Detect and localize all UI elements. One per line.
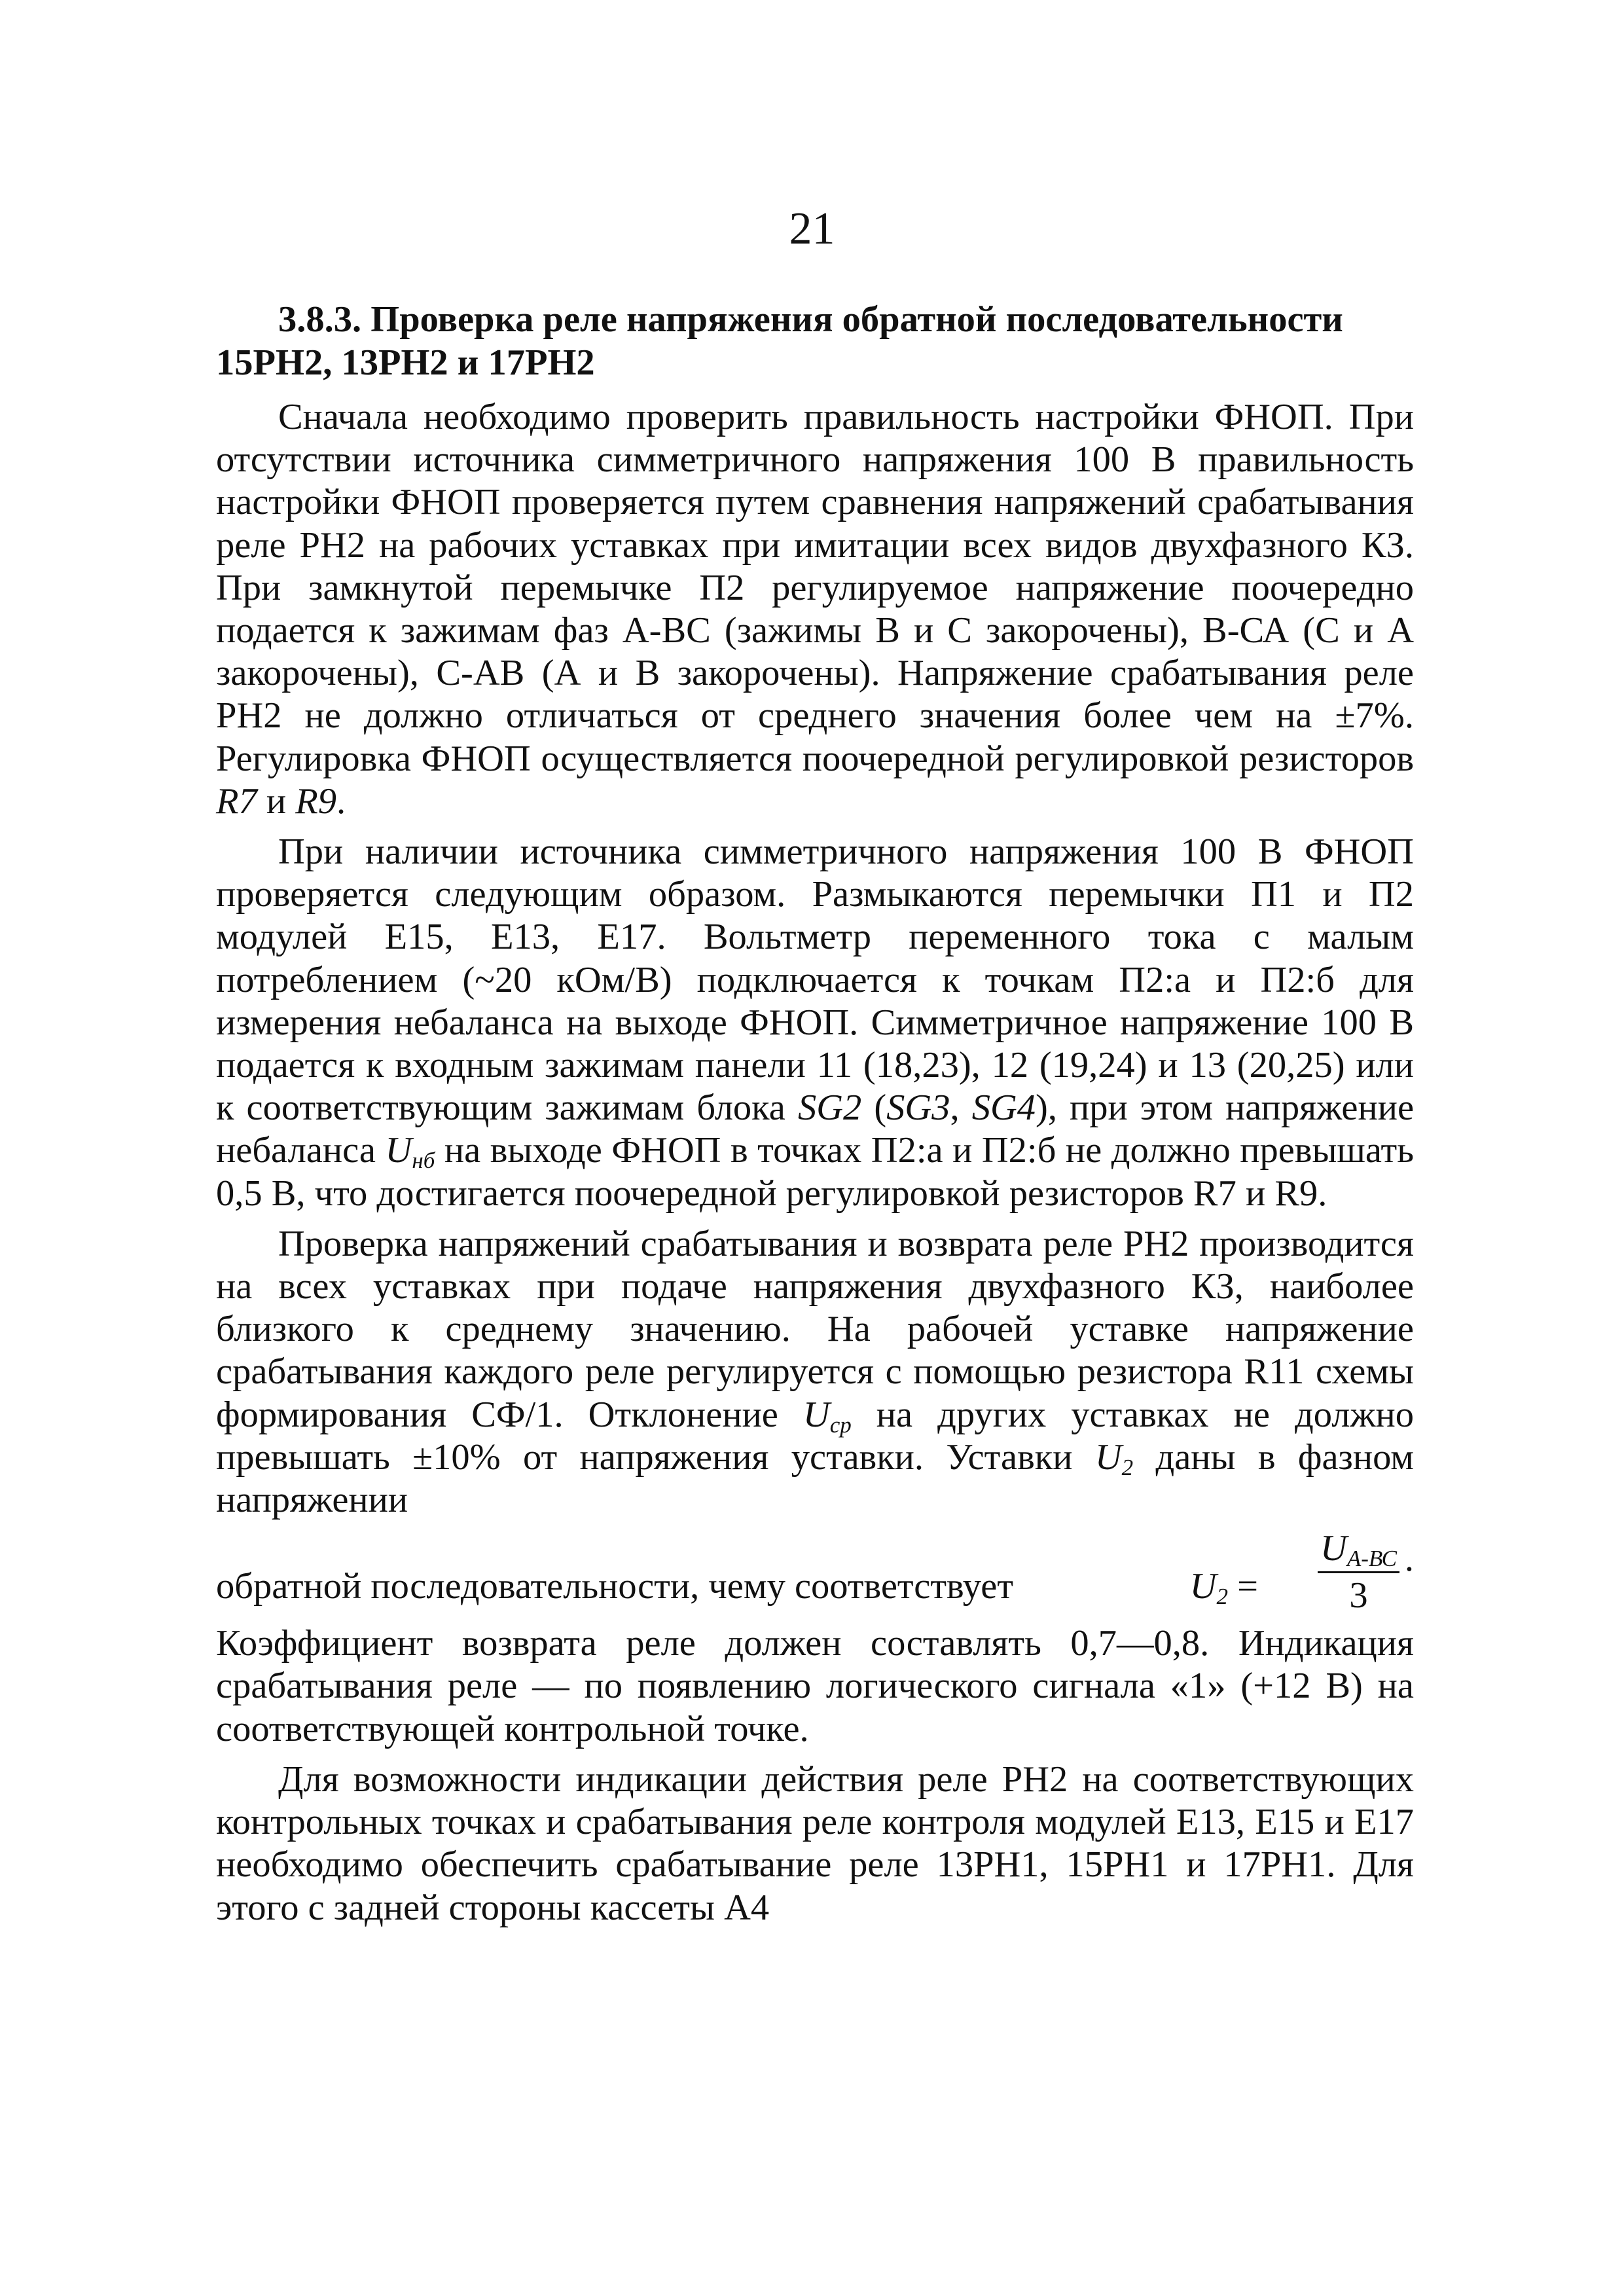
paragraph-indication: Для возможности индикации действия реле РН2 на соответствующих контрольных точках и срабатывания реле контроля модулей Е13, Е15 и Е17 необходимо обеспечить срабатывание реле 13РН1, 15РН1 и 17РН1. Для этого с задней стороны кассеты А4 [216,1758,1414,1928]
section-number: 3.8.3. [278,299,362,340]
block-sg3: SG3 [886,1087,950,1129]
page-number: 21 [789,204,835,254]
formula-denominator: 3 [1349,1575,1368,1616]
section-heading [216,298,1414,384]
symbol-u-nb: $U_{нб}$ [385,1130,435,1174]
paragraph-operate-return-check: Проверка напряжений срабатывания и возврата реле РН2 производится на всех уставках при подаче напряжения двухфазного КЗ, наиболее близкого к среднему значению. На рабочей уставке напряжение срабатывания каждого реле регулируется с помощью резистора R11 схемы формирования СФ/1. Отклонение $U_{ср}$ на других уставках не должно превышать ±10% от напряжения уставки. Уставки $U_2$ даны в фазном напряжении [216,1223,1415,1521]
formula-line [216,1527,1414,1617]
formula-lhs: $U_2$ = [1189,1566,1258,1609]
block-sg2: SG2 [797,1087,862,1129]
formula-lead-text: обратной последовательности, чему соответствует [216,1566,1014,1607]
symbol-u2: $U_2$ [1094,1436,1134,1480]
document-body [216,298,1414,1929]
formula-period: . [1404,1539,1414,1580]
symbol-u-sr: $U_{ср}$ [803,1394,852,1438]
block-sg4: SG4 [971,1087,1036,1129]
paragraph-return-coefficient: Коэффициент возврата реле должен составлять 0,7—0,8. Индикация срабатывания реле — по появлению логического сигнала «1» (+12 В) на соответствующей контрольной точке. [216,1623,1414,1749]
resistor-r7: R7 [216,780,257,822]
section-title-line1: Проверка реле напряжения обратной последовательности [370,299,1343,340]
formula-numerator: $U_{А-ВС}$ [1318,1527,1399,1573]
resistor-r9: R9 [295,780,337,822]
section-title-line2: 15РН2, 13РН2 и 17РН2 [216,342,595,383]
paragraph-symmetric-source: При наличии источника симметричного напряжения 100 В ФНОП проверяется следующим образом. Размыкаются перемычки П1 и П2 модулей Е15, Е13, Е17. Вольтметр переменного тока с малым потреблением (~20 кОм/В) подключается к точкам П2:а и П2:б для измерения небаланса на выходе ФНОП. Симметричное напряжение 100 В подается к входным зажимам панели 11 (18,23), 12 (19,24) и 13 (20,25) или к соответствующим зажимам блока SG2 (SG3, SG4), при этом напряжение небаланса $U_{нб}$ на выходе ФНОП в точках П2:а и П2:б не должно превышать 0,5 В, что достигается поочередной регулировкой резисторов R7 и R9. [216,831,1415,1214]
paragraph-fnop-setup: Сначала необходимо проверить правильность настройки ФНОП. При отсутствии источника симметричного напряжения 100 В правильность настройки ФНОП проверяется путем сравнения напряжений срабатывания реле РН2 на рабочих уставках при имитации всех видов двухфазного КЗ. При замкнутой перемычке П2 регулируемое напряжение поочередно подается к зажимам фаз А-ВС (зажимы В и С закорочены), В-СА (С и А закорочены), С-АВ (А и В закорочены). Напряжение срабатывания реле РН2 не должно отличаться от среднего значения более чем на ±7%. Регулировка ФНОП осуществляется поочередной регулировкой резисторов R7 и R9. [216,397,1414,822]
formula-fraction [1318,1527,1399,1617]
